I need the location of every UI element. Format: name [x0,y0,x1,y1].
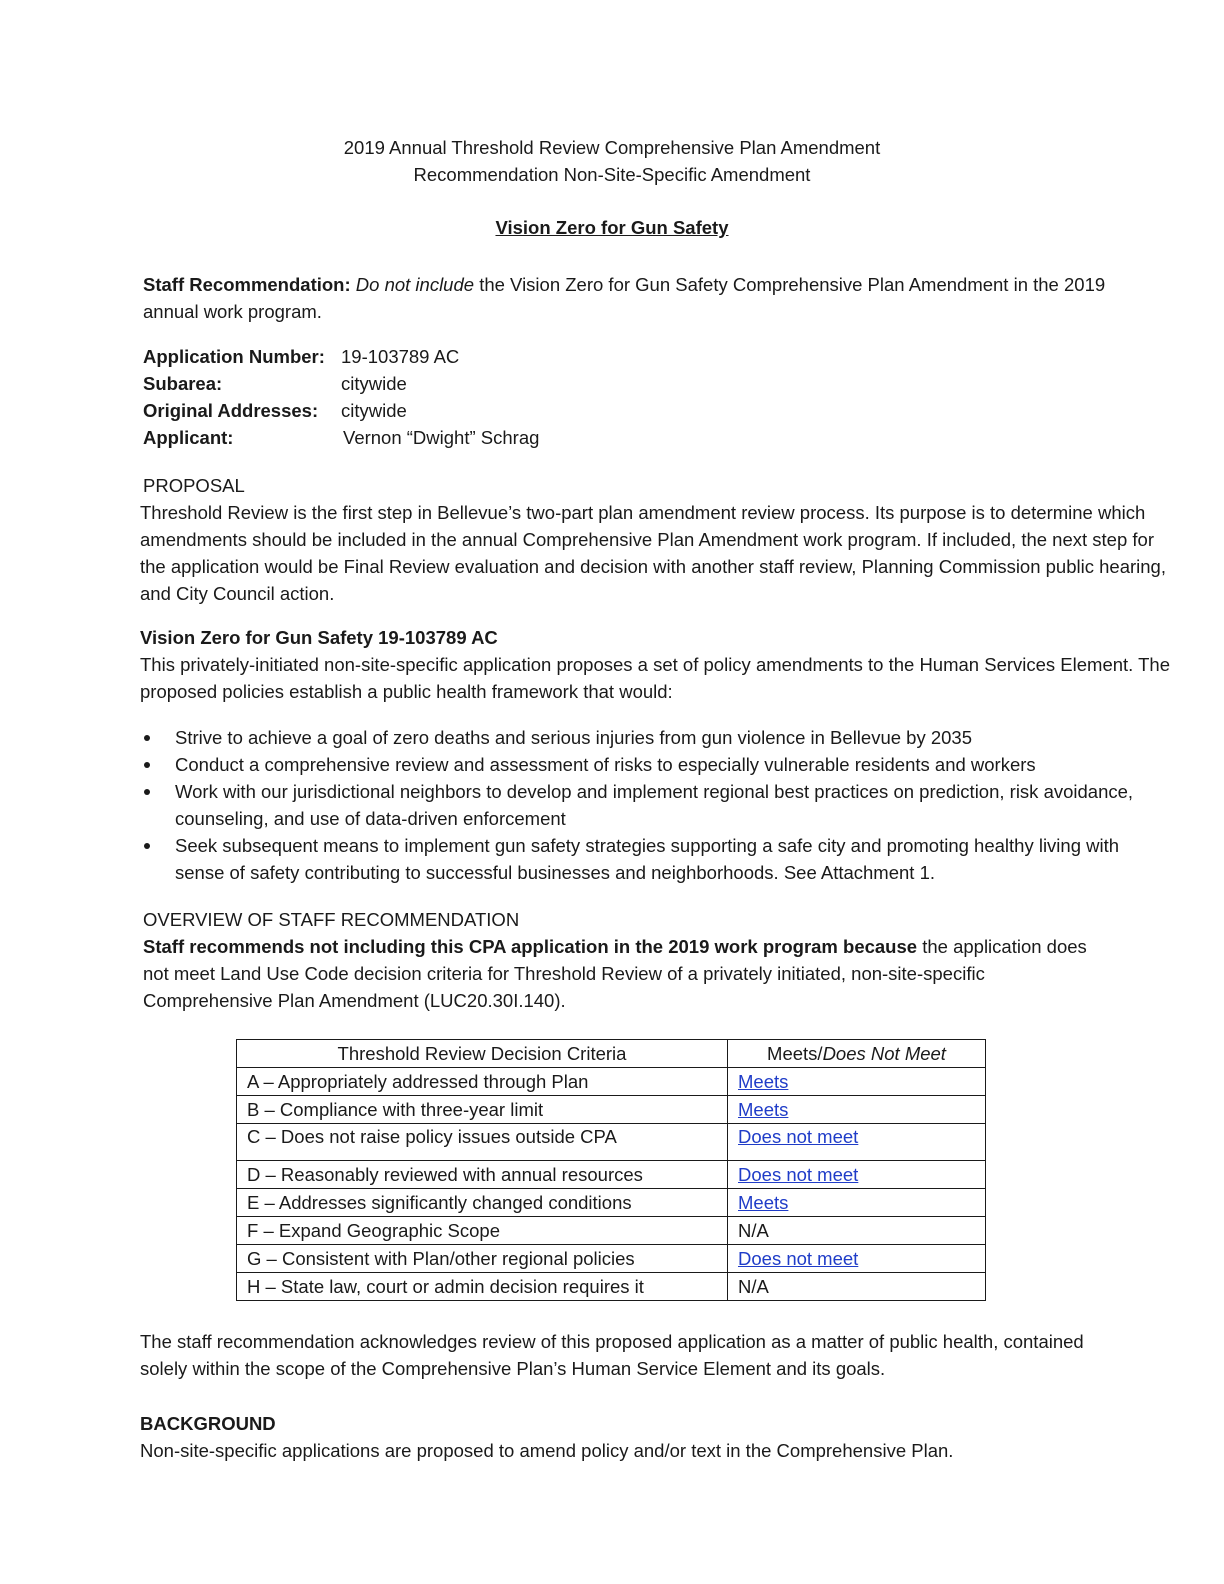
meta-value: Vernon “Dwight” Schrag [343,427,540,448]
result-link[interactable]: Meets [738,1098,789,1120]
document-header [0,134,1224,188]
meta-label: Applicant: [143,427,234,448]
criteria-cell: A – Appropriately addressed through Plan [237,1068,728,1096]
list-item: Conduct a comprehensive review and assessment of risks to especially vulnerable residents and workers [140,751,1150,778]
result-cell [728,1161,986,1189]
result-cell [728,1189,986,1217]
result-cell: N/A [728,1273,986,1301]
result-link[interactable]: Meets [738,1191,789,1213]
meta-row [143,370,539,397]
meta-value: 19-103789 AC [341,346,460,367]
criteria-cell: F – Expand Geographic Scope [237,1217,728,1245]
proposal-text: Threshold Review is the first step in Bellevue’s two-part plan amendment review process. Its purpose is to determine which amendments should be included in the annual Comprehensive Plan Amendment work program. If included, the next step for the application would be Final Review evaluation and decision with another staff review, Planning Commission public hearing, and City Council action. [140,502,1166,604]
criteria-table [236,1039,986,1301]
header-line-1: 2019 Annual Threshold Review Comprehensive Plan Amendment [343,137,881,158]
table-header-row [237,1040,986,1068]
list-item: Strive to achieve a goal of zero deaths and serious injuries from gun violence in Bellevue by 2035 [140,724,1150,751]
background-title: BACKGROUND [140,1413,276,1434]
overview-title: OVERVIEW OF STAFF RECOMMENDATION [143,909,520,930]
table-row [237,1245,986,1273]
table-row [237,1189,986,1217]
list-item: Seek subsequent means to implement gun safety strategies supporting a safe city and promoting healthy living with sense of safety contributing to successful businesses and neighborhoods. See Attachment 1. [140,832,1150,886]
result-cell [728,1068,986,1096]
result-cell [728,1245,986,1273]
acknowledgement-paragraph: The staff recommendation acknowledges review of this proposed application as a matter of public health, contained solely within the scope of the Comprehensive Plan’s Human Service Element and its goals. [140,1331,1084,1379]
result-link[interactable]: Does not meet [738,1163,859,1185]
column-header-meets [728,1040,986,1068]
meta-value: citywide [341,373,407,394]
meta-label: Original Addresses: [143,400,319,421]
criteria-cell: G – Consistent with Plan/other regional policies [237,1245,728,1273]
recommendation-label: Staff Recommendation: [143,274,351,295]
meta-label: Subarea: [143,373,223,394]
criteria-cell: C – Does not raise policy issues outside CPA [237,1124,728,1161]
meta-label: Application Number: [143,346,325,367]
meta-row [143,343,539,370]
table-row [237,1217,986,1245]
result-link[interactable]: Does not meet [738,1247,859,1269]
overview-text [143,933,1103,1014]
criteria-cell: E – Addresses significantly changed conditions [237,1189,728,1217]
result-link[interactable]: Meets [738,1070,789,1092]
header-meets: Meets/ [767,1042,823,1064]
result-cell: N/A [728,1217,986,1245]
header-does-not-meet: Does Not Meet [822,1042,946,1064]
table-row [237,1124,986,1161]
application-meta [143,343,539,451]
table-row [237,1096,986,1124]
criteria-cell: B – Compliance with three-year limit [237,1096,728,1124]
application-text: This privately-initiated non-site-specific application proposes a set of policy amendments to the Human Services Element. The proposed policies establish a public health framework that would: [140,654,1170,702]
result-cell [728,1124,986,1161]
table-row [237,1068,986,1096]
application-title: Vision Zero for Gun Safety 19-103789 AC [140,627,498,648]
staff-recommendation [143,271,1133,325]
table-row [237,1161,986,1189]
proposal-title: PROPOSAL [143,475,245,496]
meta-row [143,397,539,424]
recommendation-text: the Vision Zero for Gun Safety Comprehensive Plan Amendment in the 2019 annual work program. [143,274,1106,322]
list-item: Work with our jurisdictional neighbors to develop and implement regional best practices on prediction, risk avoidance, counseling, and use of data-driven enforcement [140,778,1150,832]
background-text: Non-site-specific applications are proposed to amend policy and/or text in the Comprehensive Plan. [140,1440,954,1461]
policy-bullet-list [140,724,1150,886]
overview-bold: Staff recommends not including this CPA application in the 2019 work program because [143,936,918,957]
overview-section [143,906,1103,1014]
recommendation-emphasis: Do not include [355,274,475,295]
meta-row [143,424,539,451]
header-line-2: Recommendation Non-Site-Specific Amendment [413,164,811,185]
table-row [237,1273,986,1301]
background-section [140,1410,1170,1464]
column-header-criteria: Threshold Review Decision Criteria [237,1040,728,1068]
proposal-section [140,472,1170,607]
result-link[interactable]: Does not meet [738,1126,859,1147]
criteria-cell: H – State law, court or admin decision requires it [237,1273,728,1301]
document-subtitle: Vision Zero for Gun Safety [495,217,729,238]
result-cell [728,1096,986,1124]
overview-body: the application does not meet Land Use Code decision criteria for Threshold Review of a privately initiated, non-site-specific Comprehensive Plan Amendment (LUC20.30I.140). [143,936,1087,1011]
criteria-cell: D – Reasonably reviewed with annual resources [237,1161,728,1189]
application-section [140,624,1170,705]
meta-value: citywide [341,400,407,421]
